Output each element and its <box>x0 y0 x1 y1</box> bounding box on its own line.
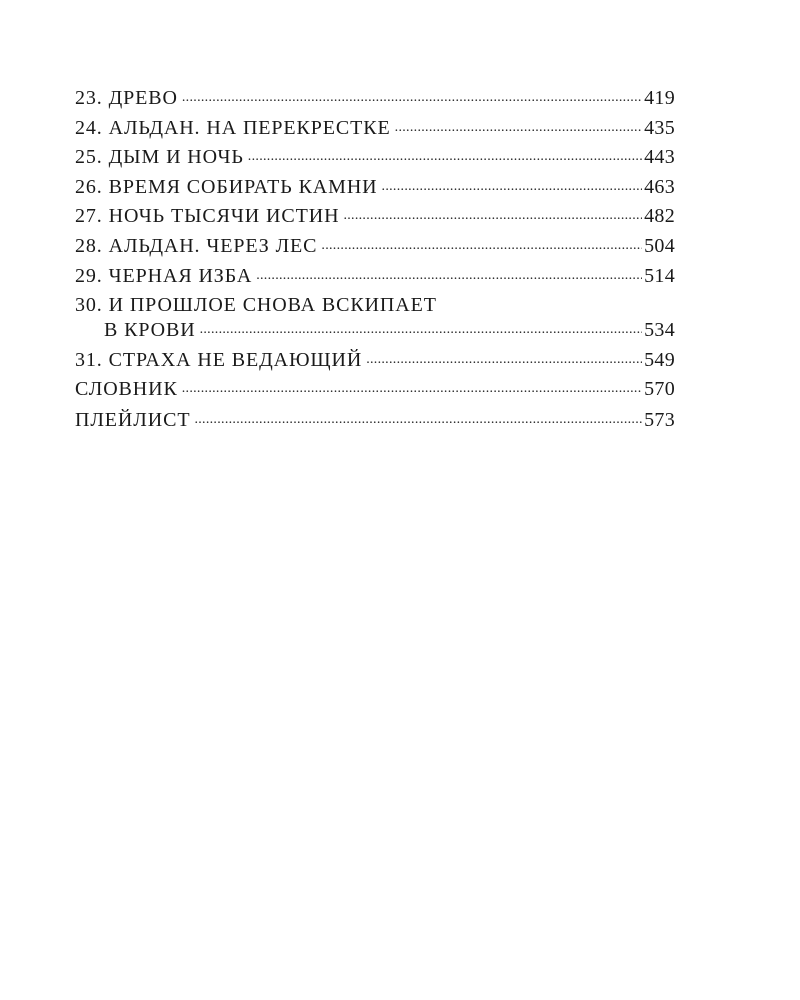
toc-entry-title-line2: В КРОВИ <box>104 319 196 342</box>
toc-entry-31[interactable] <box>75 348 675 372</box>
toc-entry-28[interactable] <box>75 234 675 258</box>
toc-entry-page: 570 <box>644 378 675 401</box>
toc-entry-title: 24. АЛЬДАН. НА ПЕРЕКРЕСТКЕ <box>75 116 391 139</box>
toc-entry-page: 514 <box>644 264 675 287</box>
toc-entry-title: СЛОВНИК <box>75 378 178 401</box>
toc-entry-title: 29. ЧЕРНАЯ ИЗБА <box>75 264 253 287</box>
toc-entry-page: 573 <box>644 409 675 432</box>
toc-entry-29[interactable] <box>75 264 675 288</box>
toc-entry-title: ПЛЕЙЛИСТ <box>75 409 191 432</box>
toc-entry-25[interactable] <box>75 145 675 169</box>
dot-leader <box>194 408 642 432</box>
toc-entry-glossary[interactable] <box>75 377 675 401</box>
dot-leader <box>200 318 643 342</box>
toc-entry-27[interactable] <box>75 204 675 228</box>
toc-entry-24[interactable] <box>75 116 675 140</box>
toc-entry-page: 435 <box>644 116 675 139</box>
dot-leader <box>182 377 642 401</box>
toc-entry-page: 504 <box>644 234 675 257</box>
toc-entry-page: 463 <box>644 175 675 198</box>
toc-entry-title: 27. НОЧЬ ТЫСЯЧИ ИСТИН <box>75 205 340 228</box>
toc-entry-page: 443 <box>644 146 675 169</box>
toc-entry-title: 26. ВРЕМЯ СОБИРАТЬ КАМНИ <box>75 175 378 198</box>
toc-entry-page: 549 <box>644 348 675 371</box>
dot-leader <box>256 264 642 288</box>
toc-entry-title: 28. АЛЬДАН. ЧЕРЕЗ ЛЕС <box>75 234 318 257</box>
toc-entry-26[interactable] <box>75 175 675 199</box>
toc-entry-page: 482 <box>644 205 675 228</box>
toc-entry-page: 534 <box>644 319 675 342</box>
toc-entry-second-line <box>75 318 675 342</box>
toc-entry-title: 31. СТРАХА НЕ ВЕДАЮЩИЙ <box>75 348 363 371</box>
dot-leader <box>343 204 642 228</box>
dot-leader <box>366 348 642 372</box>
toc-entry-title: 23. ДРЕВО <box>75 87 178 109</box>
dot-leader <box>382 175 643 199</box>
toc-entry-playlist[interactable] <box>75 408 675 432</box>
dot-leader <box>182 86 642 110</box>
toc-entry-title: 25. ДЫМ И НОЧЬ <box>75 146 244 169</box>
toc-entry-30[interactable] <box>75 293 675 342</box>
dot-leader <box>321 234 642 258</box>
toc-entry-23[interactable] <box>75 86 675 110</box>
toc-entry-title-line1: 30. И ПРОШЛОЕ СНОВА ВСКИПАЕТ <box>75 294 437 317</box>
dot-leader <box>248 145 642 169</box>
table-of-contents <box>75 86 675 438</box>
dot-leader <box>395 116 642 140</box>
toc-entry-page: 419 <box>644 87 675 109</box>
